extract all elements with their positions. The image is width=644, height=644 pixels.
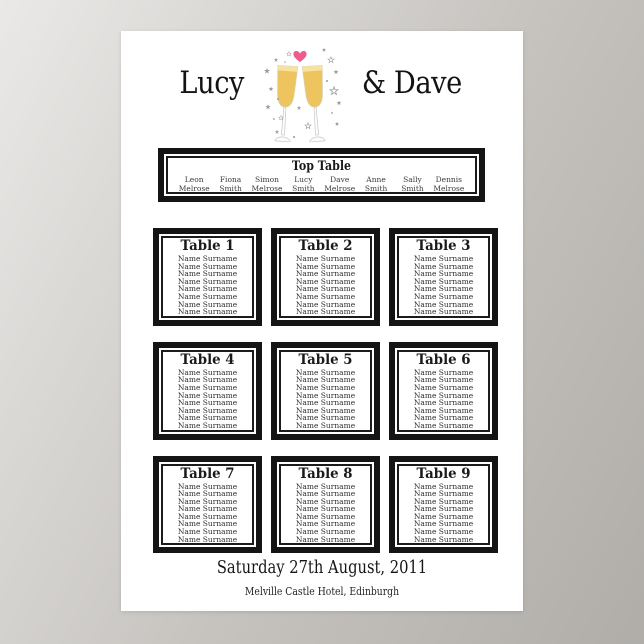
guest-name: Name Surname bbox=[413, 390, 474, 400]
top-table-guest bbox=[285, 176, 321, 193]
guest-name: Name Surname bbox=[413, 496, 474, 506]
table-guest-list bbox=[163, 255, 252, 316]
table-card bbox=[389, 342, 498, 440]
guest-name: Name Surname bbox=[177, 534, 238, 544]
guest-last-name: Smith bbox=[292, 183, 315, 193]
table-card-inner-frame bbox=[279, 350, 372, 432]
top-table-inner-frame bbox=[166, 156, 477, 194]
guest-last-name: Smith bbox=[364, 183, 388, 193]
guest-name: Name Surname bbox=[413, 254, 474, 263]
table-card-inner-frame bbox=[161, 350, 254, 432]
guest-name: Name Surname bbox=[295, 405, 356, 415]
guest-name: Name Surname bbox=[177, 504, 238, 514]
table-card bbox=[271, 342, 380, 440]
guest-name: Name Surname bbox=[295, 382, 356, 392]
table-card bbox=[271, 228, 380, 326]
guest-name: Name Surname bbox=[295, 504, 356, 514]
guest-name: Name Surname bbox=[177, 261, 238, 271]
top-table-guest bbox=[249, 176, 285, 193]
guest-name: Name Surname bbox=[413, 299, 474, 309]
guest-name: Name Surname bbox=[413, 413, 474, 423]
table-card-inner-frame bbox=[397, 236, 490, 318]
guest-first-name: Lucy bbox=[294, 175, 313, 184]
table-title: Table 7 bbox=[180, 465, 235, 482]
guest-name: Name Surname bbox=[177, 284, 238, 294]
guest-name: Name Surname bbox=[177, 519, 238, 529]
guest-first-name: Sally bbox=[403, 175, 422, 184]
top-table-guest bbox=[358, 176, 394, 193]
table-guest-list bbox=[281, 483, 370, 544]
guest-name: Name Surname bbox=[177, 307, 238, 317]
table-guest-list bbox=[163, 369, 252, 430]
guest-name: Name Surname bbox=[177, 527, 238, 537]
champagne-glass-right bbox=[302, 65, 327, 142]
table-title: Table 2 bbox=[298, 238, 353, 254]
guest-name: Name Surname bbox=[295, 496, 356, 506]
guest-name: Name Surname bbox=[295, 489, 356, 499]
guest-last-name: Melrose bbox=[178, 183, 210, 193]
table-card bbox=[389, 228, 498, 326]
table-card bbox=[153, 228, 262, 326]
guest-name: Name Surname bbox=[295, 420, 356, 430]
guest-name: Name Surname bbox=[295, 307, 356, 317]
table-guest-list bbox=[399, 483, 488, 544]
guest-name: Name Surname bbox=[413, 504, 474, 514]
guest-first-name: Leon bbox=[184, 175, 204, 184]
top-table-guests bbox=[168, 174, 475, 193]
top-table-guest bbox=[212, 176, 248, 193]
guest-name: Name Surname bbox=[177, 405, 238, 415]
table-guest-list bbox=[281, 369, 370, 430]
poster-header bbox=[121, 31, 523, 151]
heart-icon bbox=[293, 51, 306, 62]
table-card-inner-frame bbox=[397, 464, 490, 546]
guest-name: Name Surname bbox=[295, 299, 356, 309]
table-card-inner-frame bbox=[397, 350, 490, 432]
guest-name: Name Surname bbox=[413, 276, 474, 286]
guest-name: Name Surname bbox=[177, 291, 238, 301]
table-guest-list bbox=[399, 369, 488, 430]
guest-name: Name Surname bbox=[295, 511, 356, 521]
table-card-inner-frame bbox=[279, 236, 372, 318]
guest-name: Name Surname bbox=[413, 481, 474, 491]
guest-last-name: Melrose bbox=[251, 183, 283, 193]
table-card bbox=[271, 456, 380, 554]
guest-name: Name Surname bbox=[413, 291, 474, 301]
top-table-guest bbox=[176, 176, 212, 193]
guest-name: Name Surname bbox=[177, 420, 238, 430]
guest-name: Name Surname bbox=[413, 382, 474, 392]
guest-last-name: Smith bbox=[219, 183, 242, 193]
table-title: Table 4 bbox=[180, 351, 235, 368]
table-card-inner-frame bbox=[279, 464, 372, 546]
event-date: Saturday 27th August, 2011 bbox=[216, 558, 428, 578]
guest-name: Name Surname bbox=[295, 527, 356, 537]
table-title: Table 9 bbox=[416, 465, 471, 482]
guest-first-name: Simon bbox=[254, 175, 279, 184]
top-table-guest bbox=[322, 176, 358, 193]
guest-name: Name Surname bbox=[295, 291, 356, 301]
top-table-box bbox=[158, 148, 485, 202]
table-guest-list bbox=[399, 255, 488, 316]
top-table-guest bbox=[394, 176, 430, 193]
table-card bbox=[153, 456, 262, 554]
guest-name: Name Surname bbox=[295, 375, 356, 385]
bride-name: Lucy bbox=[179, 65, 245, 101]
guest-name: Name Surname bbox=[177, 511, 238, 521]
guest-name: Name Surname bbox=[413, 261, 474, 271]
top-table-guest bbox=[431, 176, 467, 193]
guest-name: Name Surname bbox=[413, 375, 474, 385]
guest-name: Name Surname bbox=[295, 398, 356, 408]
groom-name: & Dave bbox=[361, 65, 462, 101]
champagne-glass-left bbox=[272, 65, 297, 142]
guest-name: Name Surname bbox=[413, 489, 474, 499]
guest-name: Name Surname bbox=[177, 299, 238, 309]
guest-name: Name Surname bbox=[295, 261, 356, 271]
guest-name: Name Surname bbox=[413, 284, 474, 294]
guest-name: Name Surname bbox=[295, 481, 356, 491]
guest-name: Name Surname bbox=[177, 382, 238, 392]
guest-name: Name Surname bbox=[295, 390, 356, 400]
seating-chart-poster bbox=[121, 31, 523, 611]
guest-name: Name Surname bbox=[413, 269, 474, 279]
table-title: Table 5 bbox=[298, 351, 353, 368]
guest-name: Name Surname bbox=[177, 269, 238, 279]
guest-name: Name Surname bbox=[295, 519, 356, 529]
guest-name: Name Surname bbox=[413, 307, 474, 317]
table-title: Table 8 bbox=[298, 465, 353, 482]
guest-name: Name Surname bbox=[177, 481, 238, 491]
tables-grid bbox=[153, 228, 498, 551]
table-card bbox=[389, 456, 498, 554]
guest-first-name: Anne bbox=[366, 175, 386, 184]
guest-name: Name Surname bbox=[295, 269, 356, 279]
guest-name: Name Surname bbox=[413, 420, 474, 430]
guest-name: Name Surname bbox=[177, 367, 238, 377]
table-title: Table 3 bbox=[416, 238, 471, 254]
top-table-title: Top Table bbox=[291, 159, 352, 174]
guest-name: Name Surname bbox=[177, 254, 238, 263]
guest-name: Name Surname bbox=[413, 367, 474, 377]
guest-name: Name Surname bbox=[295, 276, 356, 286]
guest-name: Name Surname bbox=[177, 496, 238, 506]
guest-name: Name Surname bbox=[295, 367, 356, 377]
champagne-glasses-icon bbox=[263, 44, 341, 149]
guest-last-name: Melrose bbox=[433, 183, 465, 193]
guest-name: Name Surname bbox=[177, 413, 238, 423]
table-guest-list bbox=[163, 483, 252, 544]
table-card bbox=[153, 342, 262, 440]
guest-last-name: Melrose bbox=[324, 183, 356, 193]
event-venue: Melville Castle Hotel, Edinburgh bbox=[244, 585, 400, 598]
guest-name: Name Surname bbox=[295, 284, 356, 294]
guest-last-name: Smith bbox=[401, 183, 424, 193]
guest-first-name: Dave bbox=[330, 175, 350, 184]
guest-first-name: Dennis bbox=[435, 175, 462, 184]
guest-name: Name Surname bbox=[413, 398, 474, 408]
table-guest-list bbox=[281, 255, 370, 316]
guest-name: Name Surname bbox=[177, 390, 238, 400]
guest-name: Name Surname bbox=[295, 534, 356, 544]
guest-name: Name Surname bbox=[413, 405, 474, 415]
guest-name: Name Surname bbox=[413, 534, 474, 544]
table-card-inner-frame bbox=[161, 464, 254, 546]
guest-name: Name Surname bbox=[177, 375, 238, 385]
guest-name: Name Surname bbox=[295, 254, 356, 263]
guest-name: Name Surname bbox=[177, 489, 238, 499]
guest-name: Name Surname bbox=[413, 519, 474, 529]
table-title: Table 1 bbox=[180, 238, 235, 254]
table-card-inner-frame bbox=[161, 236, 254, 318]
guest-first-name: Fiona bbox=[219, 175, 242, 184]
guest-name: Name Surname bbox=[295, 413, 356, 423]
guest-name: Name Surname bbox=[177, 276, 238, 286]
guest-name: Name Surname bbox=[413, 527, 474, 537]
guest-name: Name Surname bbox=[177, 398, 238, 408]
table-title: Table 6 bbox=[416, 351, 471, 368]
guest-name: Name Surname bbox=[413, 511, 474, 521]
